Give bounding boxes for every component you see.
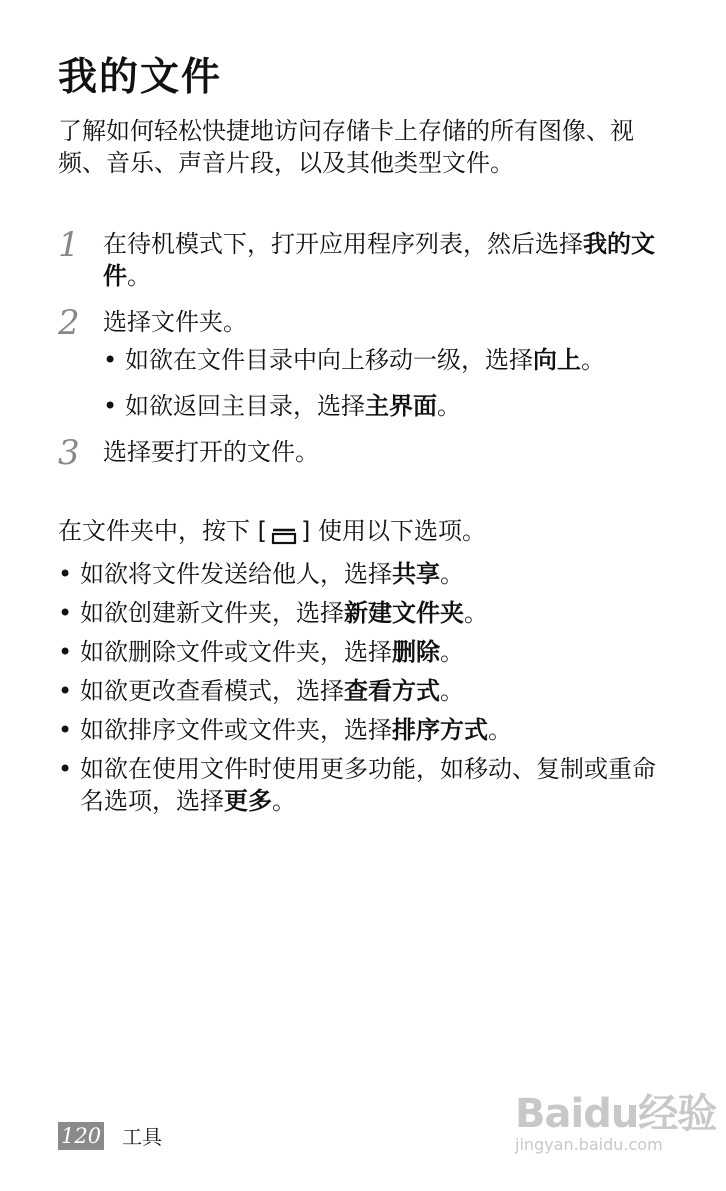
bullet-icon: • <box>58 560 73 588</box>
list-item: • 如欲返回主目录，选择主界面。 <box>103 392 461 420</box>
list-item: • 如欲将文件发送给他人，选择共享。 <box>58 560 464 588</box>
bullet-icon: • <box>58 599 73 627</box>
steps-list <box>58 225 678 484</box>
sub-options-list <box>103 344 678 422</box>
list-item: • 如欲删除文件或文件夹，选择删除。 <box>58 638 464 666</box>
step-number: 3 <box>58 433 80 473</box>
list-item: • 如欲创建新文件夹，选择新建文件夹。 <box>58 599 488 627</box>
list-item: • 如欲在使用文件时使用更多功能，如移动、复制或重命名选项，选择更多。 <box>58 755 656 815</box>
menu-key-icon <box>269 522 299 542</box>
bullet-icon: • <box>103 392 118 420</box>
bullet-icon: • <box>103 346 118 374</box>
step-text: 选择文件夹。 <box>103 308 247 336</box>
page-title: 我的文件 <box>58 55 223 100</box>
step-bold-label: 我的文件 <box>103 230 655 290</box>
step-text: 选择要打开的文件。 <box>103 438 319 466</box>
step-1: 1 在待机模式下，打开应用程序列表，然后选择我的文件。 <box>58 225 655 290</box>
watermark-logo: Baidu经验 jingyan.baidu.com <box>515 1091 717 1154</box>
step-number: 2 <box>58 303 80 343</box>
bullet-icon: • <box>58 716 73 744</box>
page-footer <box>58 1121 162 1150</box>
menu-instruction: 在文件夹中，按下 [ ] 使用以下选项。 <box>58 517 486 545</box>
step-2 <box>58 303 678 343</box>
step-number: 1 <box>58 225 80 265</box>
bullet-icon: • <box>58 755 73 783</box>
page-number: 120 <box>58 1122 104 1150</box>
options-list <box>58 558 678 824</box>
bullet-icon: • <box>58 638 73 666</box>
list-item: • 如欲更改查看模式，选择查看方式。 <box>58 677 464 705</box>
list-item: • 如欲排序文件或文件夹，选择排序方式。 <box>58 716 512 744</box>
list-item: • 如欲在文件目录中向上移动一级，选择向上。 <box>103 346 605 374</box>
section-label: 工具 <box>122 1125 163 1149</box>
step-3 <box>58 433 678 473</box>
intro-paragraph: 了解如何轻松快捷地访问存储卡上存储的所有图像、视频、音乐、声音片段，以及其他类型文件。 <box>58 117 634 177</box>
step-text: 在待机模式下，打开应用程序列表，然后选择 <box>103 230 583 258</box>
bullet-icon: • <box>58 677 73 705</box>
